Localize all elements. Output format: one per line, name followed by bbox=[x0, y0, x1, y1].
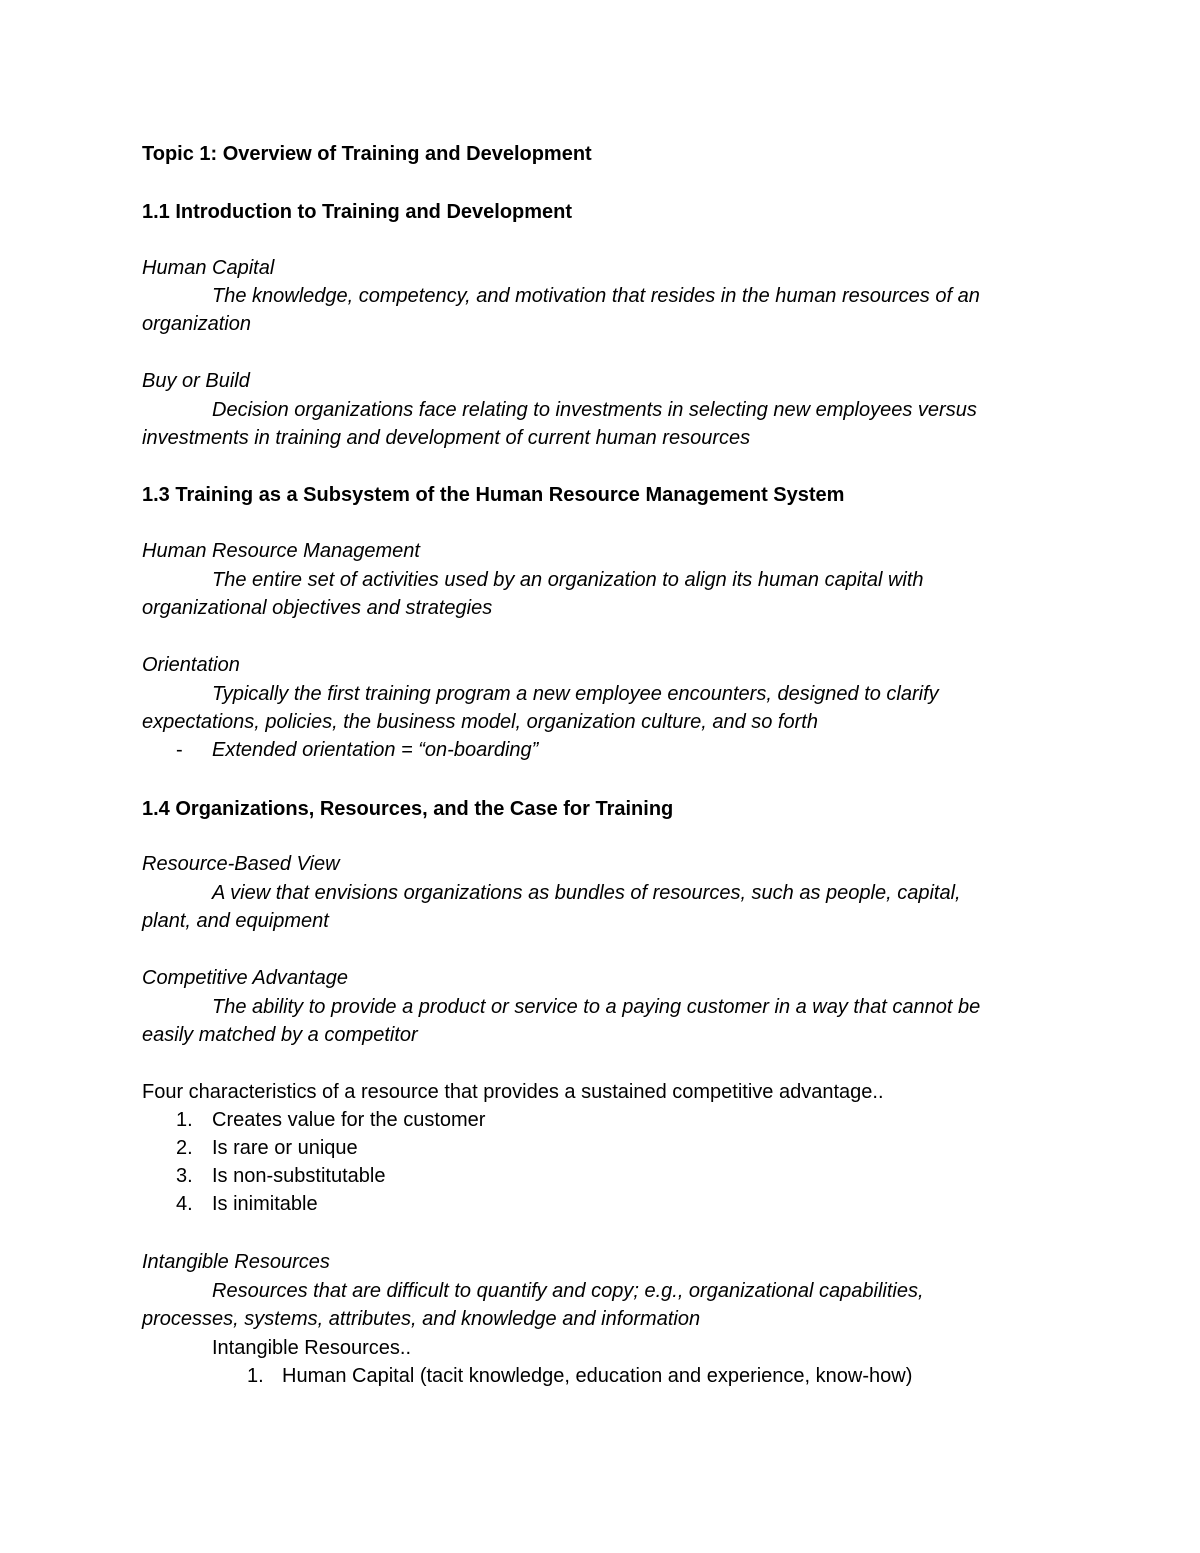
definition-rbv-line2: plant, and equipment bbox=[142, 910, 329, 932]
definition-orientation-line2: expectations, policies, the business model, organization culture, and so forth bbox=[142, 711, 818, 733]
term-orientation: Orientation bbox=[142, 654, 240, 676]
list-item-number: 1. bbox=[247, 1365, 264, 1387]
list-item-number: 4. bbox=[176, 1193, 193, 1215]
term-competitive-advantage: Competitive Advantage bbox=[142, 967, 349, 989]
list-item: Creates value for the customer bbox=[212, 1109, 486, 1131]
section-heading-1-3: 1.3 Training as a Subsystem of the Human Resource Management System bbox=[142, 484, 845, 506]
list-item: Is inimitable bbox=[212, 1193, 318, 1215]
definition-buy-or-build-line2: investments in training and development of current human resources bbox=[142, 427, 751, 449]
definition-buy-or-build-line1: Decision organizations face relating to investments in selecting new employees versus bbox=[212, 399, 977, 421]
term-human-resource-management: Human Resource Management bbox=[142, 540, 420, 562]
list-item: Is rare or unique bbox=[212, 1137, 358, 1159]
term-buy-or-build: Buy or Build bbox=[142, 370, 250, 392]
definition-ir-line1: Resources that are difficult to quantify and copy; e.g., organizational capabilities, bbox=[212, 1280, 924, 1302]
bullet-marker: - bbox=[176, 739, 183, 761]
section-heading-1-1: 1.1 Introduction to Training and Development bbox=[142, 201, 573, 223]
definition-orientation-line1: Typically the first training program a new employee encounters, designed to clarify bbox=[212, 683, 939, 705]
bullet-extended-orientation: Extended orientation = “on-boarding” bbox=[212, 739, 539, 761]
term-human-capital: Human Capital bbox=[142, 257, 275, 279]
definition-rbv-line1: A view that envisions organizations as bundles of resources, such as people, capital, bbox=[212, 882, 961, 904]
document-title: Topic 1: Overview of Training and Development bbox=[142, 143, 592, 165]
definition-hrm-line1: The entire set of activities used by an organization to align its human capital with bbox=[212, 569, 924, 591]
section-heading-1-4: 1.4 Organizations, Resources, and the Case for Training bbox=[142, 798, 674, 820]
definition-ca-line2: easily matched by a competitor bbox=[142, 1024, 418, 1046]
definition-human-capital-line2: organization bbox=[142, 313, 251, 335]
term-intangible-resources: Intangible Resources bbox=[142, 1251, 330, 1273]
term-resource-based-view: Resource-Based View bbox=[142, 853, 340, 875]
list-item-number: 2. bbox=[176, 1137, 193, 1159]
definition-ca-line1: The ability to provide a product or service to a paying customer in a way that cannot be bbox=[212, 996, 981, 1018]
list-item: Is non-substitutable bbox=[212, 1165, 386, 1187]
definition-human-capital-line1: The knowledge, competency, and motivation that resides in the human resources of an bbox=[212, 285, 980, 307]
four-characteristics-intro: Four characteristics of a resource that provides a sustained competitive advantage.. bbox=[142, 1081, 884, 1103]
intangible-resources-subheading: Intangible Resources.. bbox=[212, 1337, 412, 1359]
definition-ir-line2: processes, systems, attributes, and knowledge and information bbox=[142, 1308, 701, 1330]
list-item-number: 3. bbox=[176, 1165, 193, 1187]
list-item-number: 1. bbox=[176, 1109, 193, 1131]
definition-hrm-line2: organizational objectives and strategies bbox=[142, 597, 493, 619]
list-item: Human Capital (tacit knowledge, education and experience, know-how) bbox=[282, 1365, 913, 1387]
